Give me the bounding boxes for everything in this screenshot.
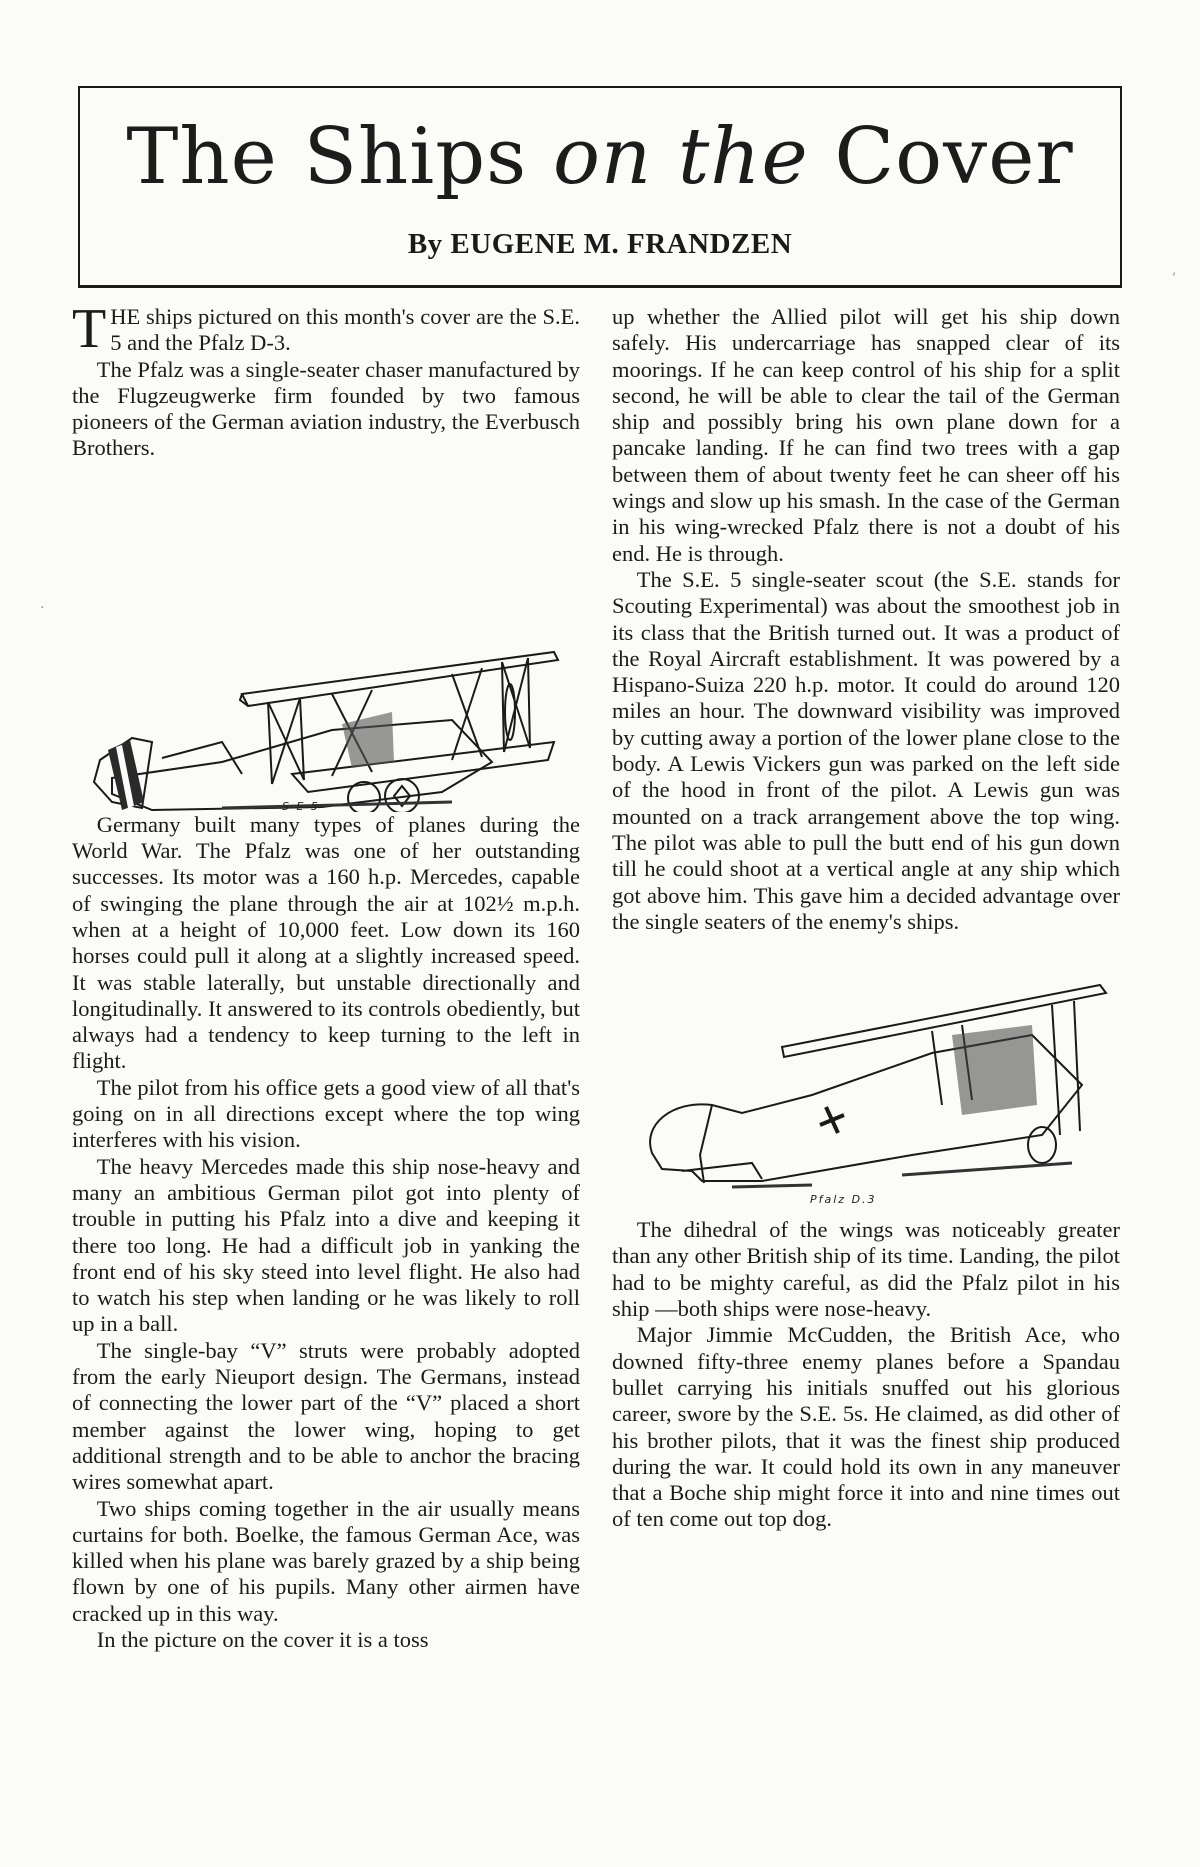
paragraph: The S.E. 5 single-seater scout (the S.E. stands for Scouting Experimental) was about the smoothest job in its class that the British turned out. It was a product of the Royal Aircraft establishment. It was powered by a Hispano-Suiza 220 h.p. motor. It could do around 120 miles an hour. The downward visibility was improved by cutting away a portion of the lower plane close to the body. A Lewis Vickers gun was parked on the left side of the hood in front of the pilot. A Lewis gun was mounted on a track arrangement above the top wing. The pilot was able to pull the butt end of his gun down till he could shoot at a vertical angle at any ship which got above him. This gave him a decided advantage over the single seaters of the enemy's ships. bbox=[612, 566, 1120, 934]
paragraph: The single-bay “V” struts were probably adopted from the early Nieuport design. The Germans, instead of connecting the lower part of the “V” placed a short member against the lower wing, hoping to get additional strength and to be able to anchor the bracing wires somewhat apart. bbox=[72, 1337, 580, 1495]
pfalz-biplane-illustration bbox=[612, 935, 1120, 1217]
margin-speck: · bbox=[40, 600, 45, 616]
drop-cap: T bbox=[72, 298, 107, 360]
article-title bbox=[80, 112, 1120, 202]
paragraph: The heavy Mercedes made this ship nose-heavy and many an ambitious German pilot got into plenty of trouble in putting his Pfalz into a dive and keeping it there too long. He had a difficult job in yanking the front end of his sky steed into level flight. He also had to watch his step when landing or he was likely to roll up in a ball. bbox=[72, 1153, 580, 1337]
title-on-the: on the bbox=[552, 112, 809, 202]
figure-pfalz bbox=[612, 935, 1120, 1217]
paragraph: up whether the Allied pilot will get his ship down safely. His undercarriage has snapped clear of its moorings. If he can keep control of his ship for a split second, he will be able to clear the tail of the German ship and possibly bring his own plane down for a pancake landing. If he can find two trees with a gap between them of about twenty feet he can sheer off his wings and slow up his smash. In the case of the German in his wing-wrecked Pfalz there is not a doubt of his end. He is through. bbox=[612, 304, 1120, 566]
title-box bbox=[78, 86, 1122, 288]
paragraph: In the picture on the cover it is a toss bbox=[96, 1626, 429, 1652]
title-cover: Cover bbox=[808, 112, 1074, 202]
title-the-ships: The Ships bbox=[126, 112, 553, 202]
paragraph: The pilot from his office gets a good view of all that's going on in all directions except where the top wing interferes with his vision. bbox=[72, 1074, 580, 1153]
paragraph: The dihedral of the wings was noticeably greater than any other British ship of its time. Landing, the pilot had to be mighty careful, as did the Pfalz pilot in his ship —both ships were nose-heavy. bbox=[612, 1217, 1120, 1322]
paragraph: The Pfalz was a single-seater chaser manufactured by the Flugzeugwerke firm founded by two famous pioneers of the German aviation industry, the Everbusch Brothers. bbox=[72, 356, 580, 461]
byline: By EUGENE M. FRANDZEN bbox=[407, 228, 793, 260]
intro-text: HE ships pictured on this month's cover are the S.E. 5 and the Pfalz D-3. bbox=[110, 304, 580, 356]
paragraph: Major Jimmie McCudden, the British Ace, who downed fifty-three enemy planes before a Spandau bullet carrying his initials snuffed out his glorious career, swore by the S.E. 5s. He claimed, as did other of his brother pilots, that it was the finest ship produced during the war. It could hold its own in any maneuver that a Boche ship might force it into and nine times out of ten come out top dog. bbox=[612, 1322, 1120, 1532]
paragraph-intro bbox=[72, 298, 580, 360]
paragraph: Two ships coming together in the air usually means curtains for both. Boelke, the famous German Ace, was killed when his plane was barely grazed by a ship being flown by one of his pupils. Many other airmen have cracked up in this way. bbox=[72, 1495, 580, 1626]
paragraph: Germany built many types of planes during the World War. The Pfalz was one of her outstanding successes. Its motor was a 160 h.p. Mercedes, capable of swinging the plane through the air at 102½ m.p.h. when at a height of 10,000 feet. Low down its 160 horses could pull it along at a slightly increased speed. It was stable laterally, but unstable directionally and longitudinally. It answered to its controls obediently, but always had a tendency to keep turning to the left in flight. bbox=[72, 811, 580, 1074]
right-column bbox=[612, 304, 1120, 1533]
figure-se5 bbox=[72, 462, 580, 812]
figure-caption-se5: S E 5 bbox=[282, 799, 320, 813]
figure-caption-pfalz: Pfalz D.3 bbox=[810, 1193, 877, 1207]
se5-biplane-illustration bbox=[72, 462, 580, 812]
margin-speck: , bbox=[1172, 262, 1177, 278]
left-column bbox=[72, 298, 580, 1653]
